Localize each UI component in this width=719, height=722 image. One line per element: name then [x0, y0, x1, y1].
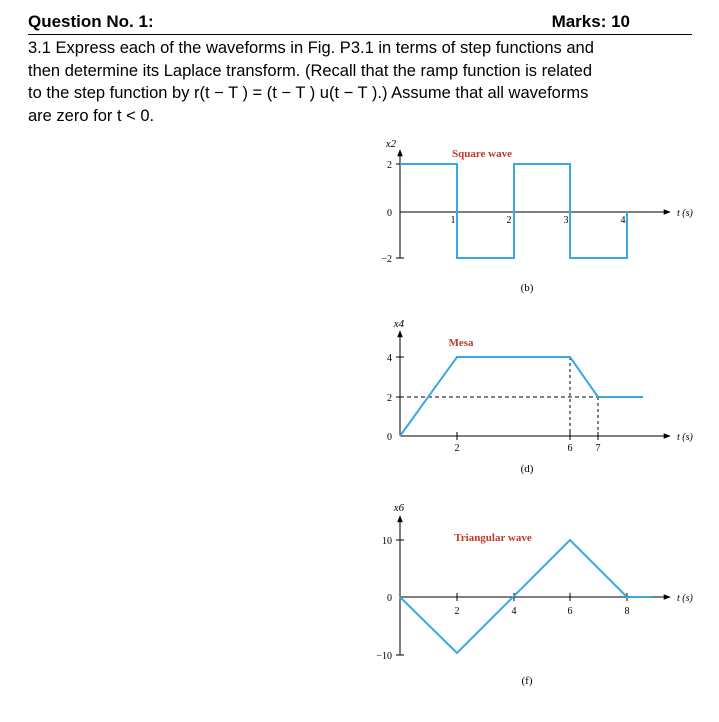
figure-title: Triangular wave	[454, 532, 532, 544]
x-axis-label: t (s)	[677, 593, 693, 604]
y-tick-label: 4	[387, 353, 392, 364]
y-axis-label: x2	[385, 138, 397, 150]
x-tick-label: 4	[511, 606, 517, 617]
x-tick-label: 6	[567, 606, 573, 617]
problem-line: 3.1 Express each of the waveforms in Fig. P3.1 in terms of step functions and	[28, 39, 594, 57]
figure-mesa	[387, 318, 694, 475]
question-number: Question No. 1:	[28, 12, 154, 31]
marks-label: Marks: 10	[551, 12, 630, 31]
problem-line: then determine its Laplace transform. (Recall that the ramp function is related	[28, 61, 593, 80]
x-axis-label: t (s)	[677, 208, 693, 219]
y-tick-label: 0	[387, 593, 392, 604]
x-tick-label: 2	[454, 443, 460, 454]
x-tick-label: 2	[454, 606, 460, 617]
x-tick-label: 8	[624, 606, 630, 617]
y-axis-label: x6	[393, 502, 405, 514]
figure-square-wave	[381, 138, 693, 294]
x-axis-label: t (s)	[677, 432, 693, 443]
problem-line: to the step function by r(t − T ) = (t − T ) u(t − T ).) Assume that all waveforms	[28, 84, 589, 102]
problem-line: are zero for t < 0.	[28, 106, 155, 125]
figure-caption: (d)	[520, 463, 534, 475]
y-tick-label: 2	[387, 160, 392, 171]
x-tick-label: 6	[567, 443, 573, 454]
x-tick-label: 2	[506, 215, 512, 226]
y-tick-label: −10	[376, 651, 392, 662]
y-tick-label: 0	[387, 432, 392, 443]
x-tick-label: 1	[450, 215, 456, 226]
x-tick-label: 4	[620, 215, 626, 226]
y-tick-label: 0	[387, 208, 392, 219]
x-tick-label: 7	[595, 443, 601, 454]
figure-caption: (b)	[520, 282, 534, 294]
figure-title: Square wave	[452, 148, 512, 160]
x-tick-label: 3	[563, 215, 569, 226]
figure-title: Mesa	[448, 337, 474, 349]
y-tick-label: 2	[387, 393, 392, 404]
y-tick-label: 10	[382, 536, 392, 547]
y-tick-label: −2	[381, 254, 392, 265]
y-axis-label: x4	[393, 318, 405, 330]
figure-caption: (f)	[521, 675, 533, 687]
square-wave-line	[400, 164, 627, 258]
figure-triangular-wave	[376, 502, 693, 687]
